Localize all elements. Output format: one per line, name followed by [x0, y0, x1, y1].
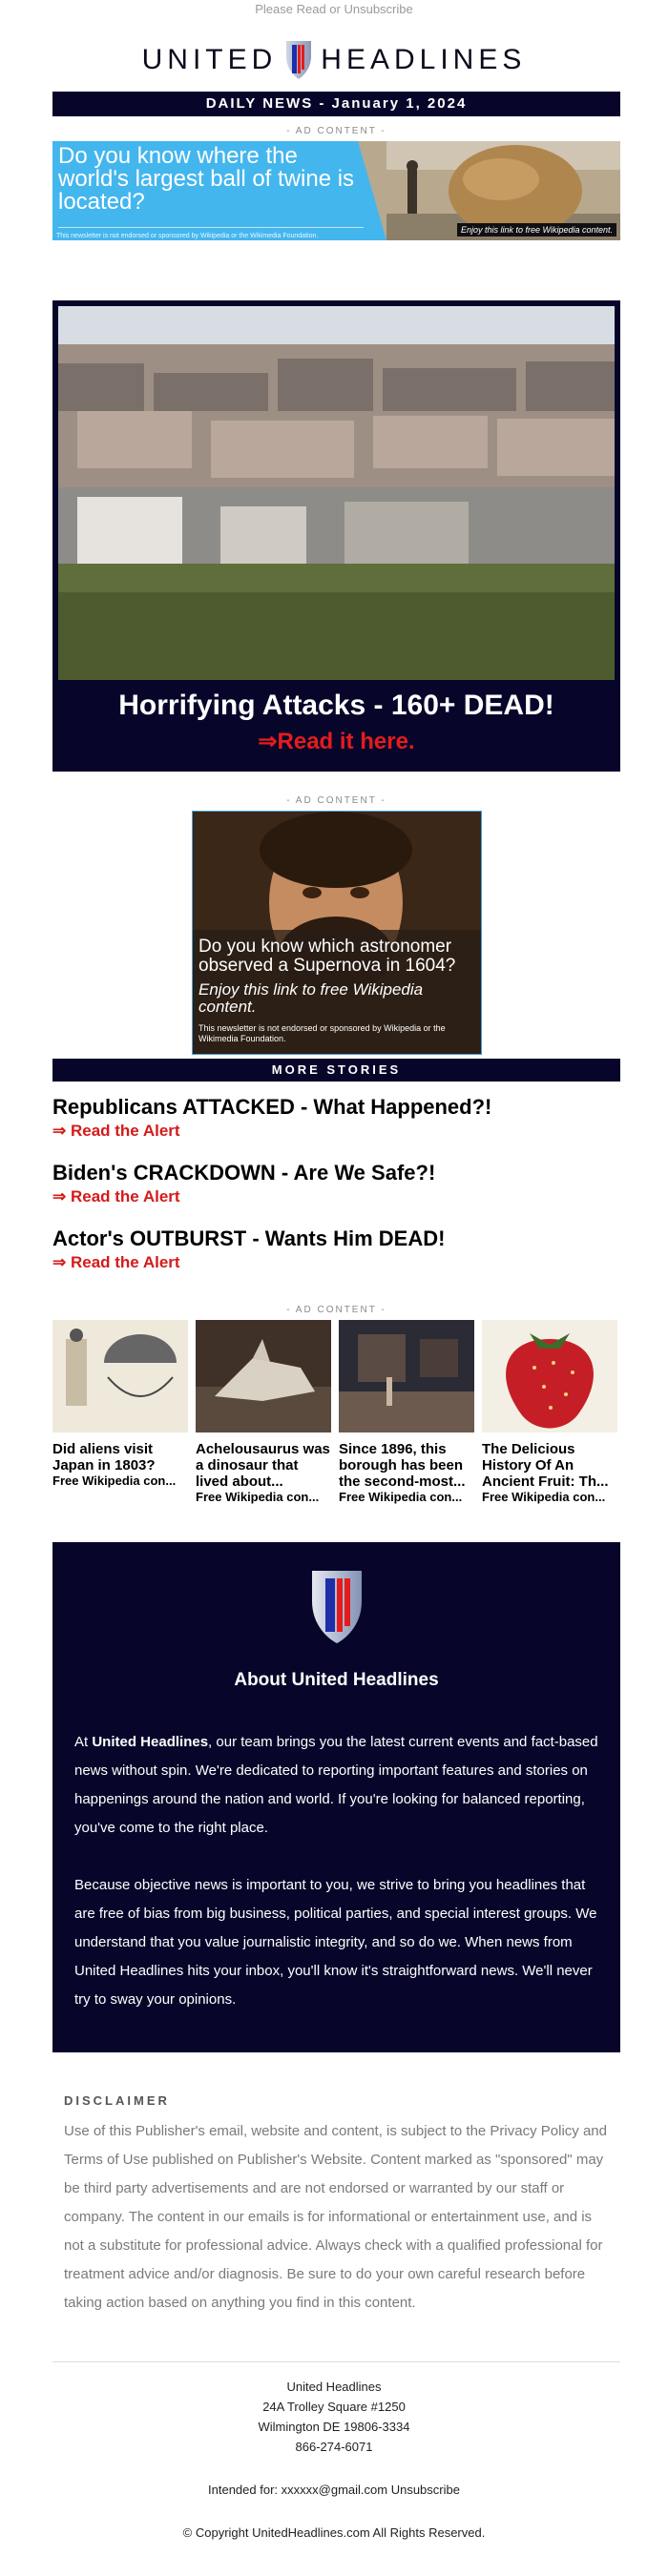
ad-astronomer-disclaimer: This newsletter is not endorsed or sponsored by Wikipedia or the Wikimedia Foundation.	[198, 1023, 446, 1043]
about-brand-name: United Headlines	[92, 1734, 209, 1750]
about-paragraph-1: At United Headlines, our team brings you the latest current events and fact-based news without spin. We're dedicated to reporting important features and stories on happenings around the nation and world. If you're looking for balanced reporting, you've come to the right place.	[74, 1734, 598, 1836]
story-item[interactable]	[52, 1095, 620, 1143]
hero-story[interactable]	[52, 300, 620, 772]
brand-logo[interactable]	[0, 36, 668, 84]
card-source: Free Wikipedia con...	[339, 1490, 463, 1504]
ad-twine-disclaimer: This newsletter is not endorsed or sponsored by Wikipedia or the Wikimedia Foundation.	[56, 233, 319, 239]
card-source: Free Wikipedia con...	[52, 1473, 177, 1488]
ad-twine-question: Do you know where the world's largest ball of twine is located?	[58, 143, 355, 215]
ad-astronomer[interactable]	[192, 811, 482, 1055]
hero-shanty-photo	[58, 306, 615, 680]
card-strawberry-image	[482, 1320, 617, 1432]
ad-card[interactable]	[339, 1320, 474, 1511]
card-title[interactable]: Achelousaurus was a dinosaur that lived about...	[196, 1441, 330, 1490]
footer-company: United Headlines	[286, 2380, 382, 2394]
ad-card[interactable]	[196, 1320, 331, 1511]
footer-intended: Intended for: xxxxxx@gmail.com Unsubscribe	[208, 2483, 460, 2497]
footer-copyright: © Copyright UnitedHeadlines.com All Rights Reserved.	[182, 2525, 486, 2540]
disclaimer-body: Use of this Publisher's email, website and content, is subject to the Privacy Policy and Terms of Use published on Publisher's Website. Content marked as "sponsored" may be third party advertisements and are not endorsed or warranted by our staff or company. The content in our emails is for informational or entertainment use, and is not a substitute for professional advice. Always check with a qualified professional for treatment advice and/or diagnosis. Be sure to do your own careful research before taking action based on anything you find in this content.	[64, 2123, 607, 2311]
about-title: About United Headlines	[234, 1670, 439, 1690]
footer-address-2: Wilmington DE 19806-3334	[258, 2420, 410, 2434]
shield-emblem-icon	[310, 1569, 364, 1645]
story-read-link[interactable]: ⇒ Read the Alert	[52, 1253, 180, 1271]
unsubscribe-link[interactable]: Unsubscribe	[390, 2483, 460, 2497]
ad-card-grid	[52, 1320, 620, 1511]
card-title[interactable]: Since 1896, this borough has been the second-most...	[339, 1441, 466, 1490]
about-section	[52, 1542, 620, 2052]
card-aliens-image	[52, 1320, 188, 1432]
disclaimer-title: DISCLAIMER	[64, 2093, 170, 2108]
story-read-link[interactable]: ⇒ Read the Alert	[52, 1187, 180, 1206]
story-title[interactable]: Actor's OUTBURST - Wants Him DEAD!	[52, 1226, 446, 1250]
card-title[interactable]: The Delicious History Of An Ancient Fruit: Th...	[482, 1441, 609, 1490]
ad-label: - AD CONTENT -	[286, 1305, 386, 1315]
footer-phone: 866-274-6071	[295, 2440, 373, 2454]
hero-read-link[interactable]: ⇒Read it here.	[258, 729, 415, 754]
story-item[interactable]	[52, 1226, 620, 1274]
ad-label: - AD CONTENT -	[286, 126, 386, 136]
ad-twine-caption: Enjoy this link to free Wikipedia content.	[457, 223, 616, 237]
ad-twine-banner[interactable]	[52, 141, 620, 240]
about-paragraph-2: Because objective news is important to you, we strive to bring you headlines that are free of bias from big business, political parties, and special interest groups. We understand that you value journalistic integrity, and so do we. When news from United Headlines hits your inbox, you'll know it's straightforward news. We'll never try to sway your opinions.	[74, 1877, 597, 2008]
ad-card[interactable]	[482, 1320, 617, 1511]
ad-label: - AD CONTENT -	[286, 795, 386, 806]
footer-email: xxxxxx@gmail.com	[281, 2483, 388, 2497]
ad-astronomer-enjoy: Enjoy this link to free Wikipedia content.	[198, 980, 424, 1016]
preheader-link[interactable]: Please Read or Unsubscribe	[255, 2, 413, 16]
story-title[interactable]: Biden's CRACKDOWN - Are We Safe?!	[52, 1161, 436, 1185]
ad-card[interactable]	[52, 1320, 188, 1511]
story-read-link[interactable]: ⇒ Read the Alert	[52, 1122, 180, 1140]
card-source: Free Wikipedia con...	[482, 1490, 606, 1504]
story-item[interactable]	[52, 1161, 620, 1208]
card-source: Free Wikipedia con...	[196, 1490, 320, 1504]
footer-address-1: 24A Trolley Square #1250	[262, 2400, 406, 2414]
card-borough-image	[339, 1320, 474, 1432]
card-title[interactable]: Did aliens visit Japan in 1803?	[52, 1441, 156, 1473]
divider	[58, 227, 364, 228]
divider	[52, 2361, 620, 2362]
brand-word-left: UNITED	[141, 44, 278, 75]
card-dinosaur-image	[196, 1320, 331, 1432]
ad-astronomer-question: Do you know which astronomer observed a Supernova in 1604?	[198, 937, 456, 976]
shield-logo-icon	[284, 39, 313, 81]
date-bar: DAILY NEWS - January 1, 2024	[52, 92, 620, 116]
brand-word-right: HEADLINES	[321, 44, 527, 75]
hero-headline[interactable]: Horrifying Attacks - 160+ DEAD!	[118, 690, 554, 721]
story-title[interactable]: Republicans ATTACKED - What Happened?!	[52, 1095, 492, 1119]
more-stories-bar: MORE STORIES	[52, 1059, 620, 1082]
